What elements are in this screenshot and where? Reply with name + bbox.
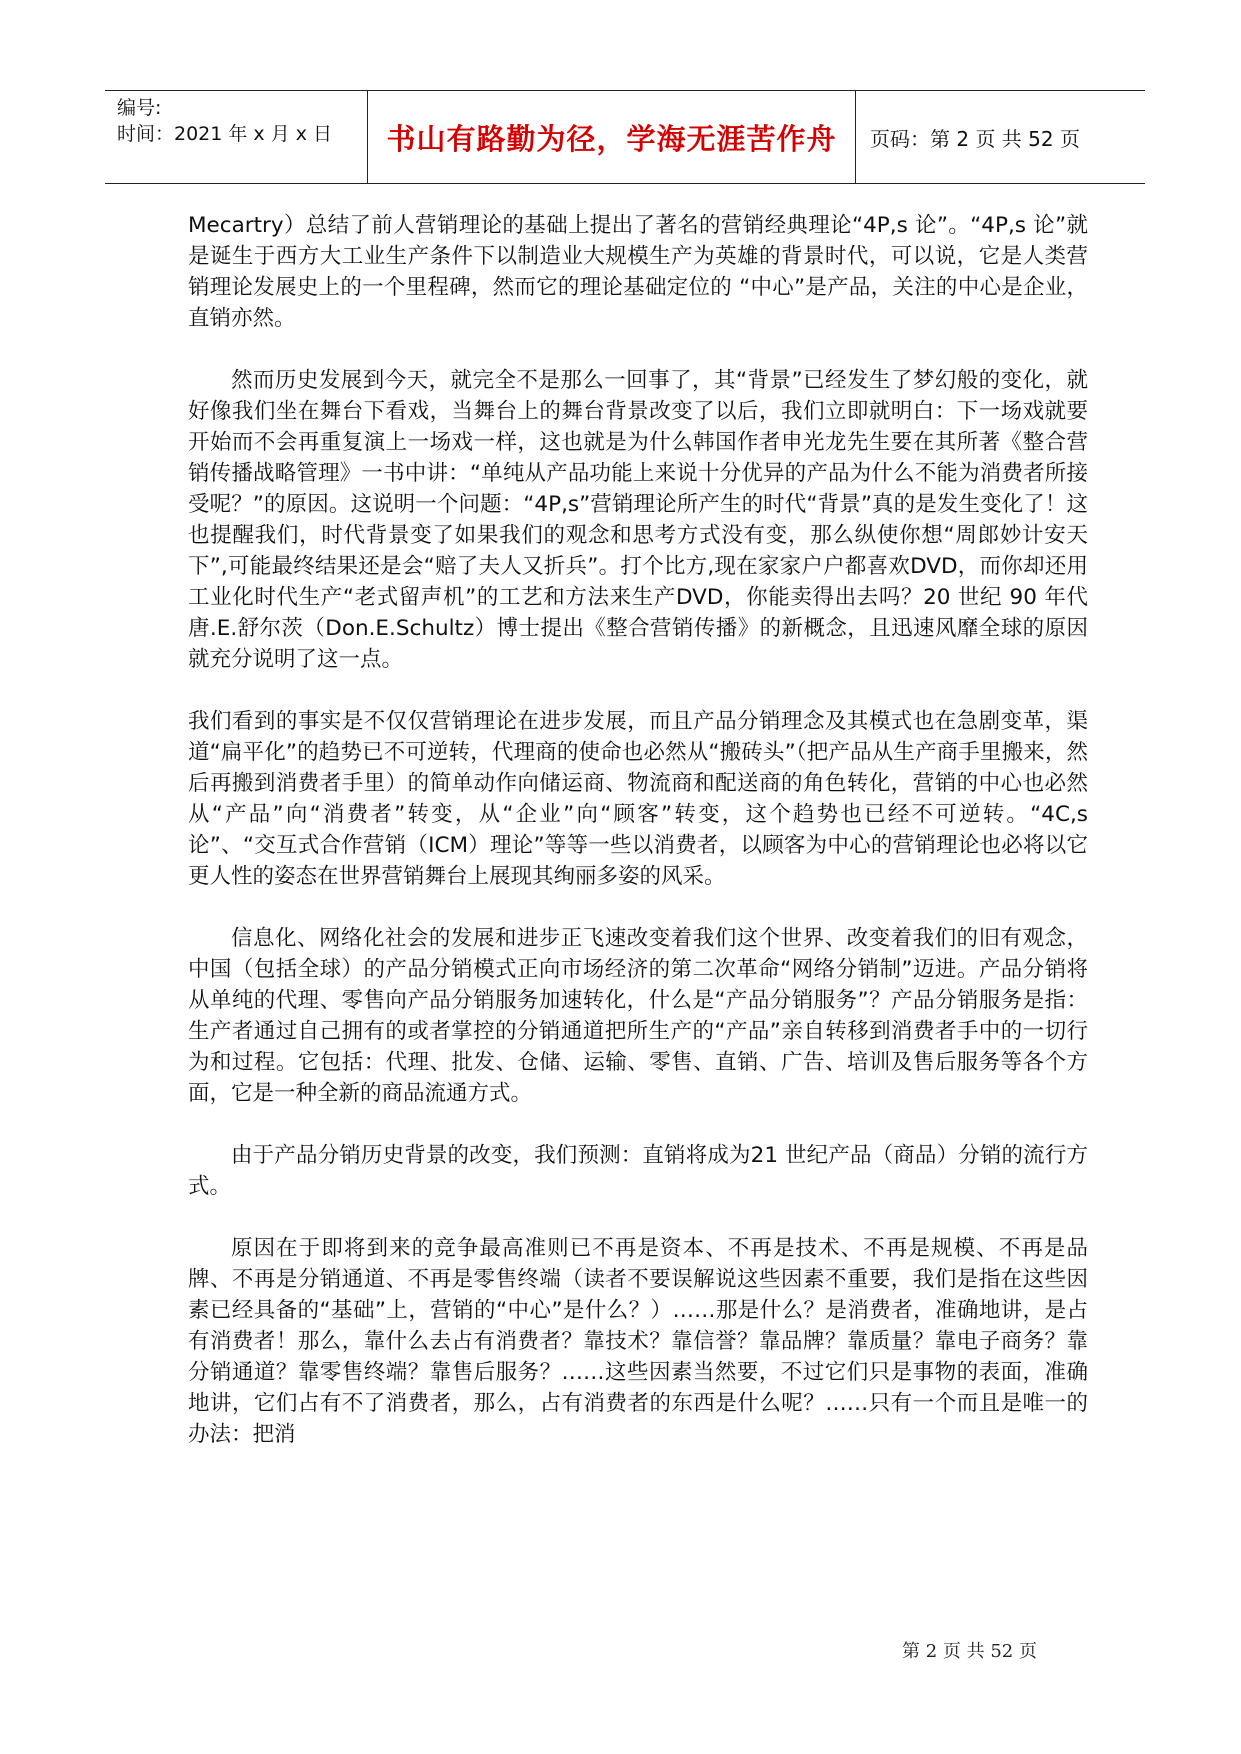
document-number-label: 编号: [117, 97, 162, 119]
header-left-cell [105, 91, 367, 183]
paragraph-2: 然而历史发展到今天，就完全不是那么一回事了，其“背景”已经发生了梦幻般的变化，就好像我们坐在舞台下看戏，当舞台上的舞台背景改变了以后，我们立即就明白：下一场戏就要开始而不会再重复演上一场戏一样，这也就是为什么韩国作者申光龙先生要在其所著《整合营销传播战略管理》一书中讲：“单纯从产品功能上来说十分优异的产品为什么不能为消费者所接受呢？”的原因。这说明一个问题：“4P,s”营销理论所产生的时代“背景”真的是发生变化了！这也提醒我们，时代背景变了如果我们的观念和思考方式没有变，那么纵使你想“周郎妙计安天下”,可能最终结果还是会“赔了夫人又折兵”。打个比方,现在家家户户都喜欢DVD，而你却还用工业化时代生产“老式留声机”的工艺和方法来生产DVD，你能卖得出去吗？20 世纪 90 年代唐.E.舒尔茨（Don.E.Schultz）博士提出《整合营销传播》的新概念，且迅速风靡全球的原因就充分说明了这一点。 [188, 368, 1088, 672]
paragraph-1: Mecartry）总结了前人营销理论的基础上提出了著名的营销经典理论“4P,s 论”。“4P,s 论”就是诞生于西方大工业生产条件下以制造业大规模生产为英雄的背景时代，可以说，它是人类营销理论发展史上的一个里程碑，然而它的理论基础定位的 “中心”是产品，关注的中心是企业，直销亦然。 [188, 213, 1088, 331]
paragraph-6: 原因在于即将到来的竞争最高准则已不再是资本、不再是技术、不再是规模、不再是品牌、不再是分销通道、不再是零售终端（读者不要误解说这些因素不重要，我们是指在这些因素已经具备的“基础”上，营销的“中心”是什么？）……那是什么？是消费者，准确地讲，是占有消费者！那么，靠什么去占有消费者？靠技术？靠信誉？靠品牌？靠质量？靠电子商务？靠分销通道？靠零售终端？靠售后服务？……这些因素当然要，不过它们只是事物的表面，准确地讲，它们占有不了消费者，那么，占有消费者的东西是什么呢？……只有一个而且是唯一的办法：把消 [188, 1236, 1088, 1447]
header-page-number: 页码：第 2 页 共 52 页 [870, 126, 1080, 151]
page-header [105, 90, 1145, 184]
paragraph-4: 信息化、网络化社会的发展和进步正飞速改变着我们这个世界、改变着我们的旧有观念，中国（包括全球）的产品分销模式正向市场经济的第二次革命“网络分销制”迈进。产品分销将从单纯的代理、零售向产品分销服务加速转化，什么是“产品分销服务”？产品分销服务是指：生产者通过自己拥有的或者掌控的分销通道把所生产的“产品”亲自转移到消费者手中的一切行为和过程。它包括：代理、批发、仓储、运输、零售、直销、广告、培训及售后服务等各个方面，它是一种全新的商品流通方式。 [188, 926, 1088, 1106]
document-body [188, 210, 1088, 1481]
paragraph-3: 我们看到的事实是不仅仅营销理论在进步发展，而且产品分销理念及其模式也在急剧变革，渠道“扁平化”的趋势已不可逆转，代理商的使命也必然从“搬砖头”（把产品从生产商手里搬来，然后再搬到消费者手里）的简单动作向储运商、物流商和配送商的角色转化，营销的中心也必然从“产品”向“消费者”转变，从“企业”向“顾客”转变，这个趋势也已经不可逆转。“4C,s 论”、“交互式合作营销（ICM）理论”等等一些以消费者，以顾客为中心的营销理论也必将以它更人性的姿态在世界营销舞台上展现其绚丽多姿的风采。 [188, 709, 1088, 889]
page-footer: 第 2 页 共 52 页 [902, 1641, 1037, 1662]
paragraph-5: 由于产品分销历史背景的改变，我们预测：直销将成为21 世纪产品（商品）分销的流行方式。 [188, 1143, 1088, 1199]
header-motto: 书山有路勤为径，学海无涯苦作舟 [367, 91, 856, 183]
document-time-label: 时间：2021 年 x 月 x 日 [117, 123, 333, 145]
